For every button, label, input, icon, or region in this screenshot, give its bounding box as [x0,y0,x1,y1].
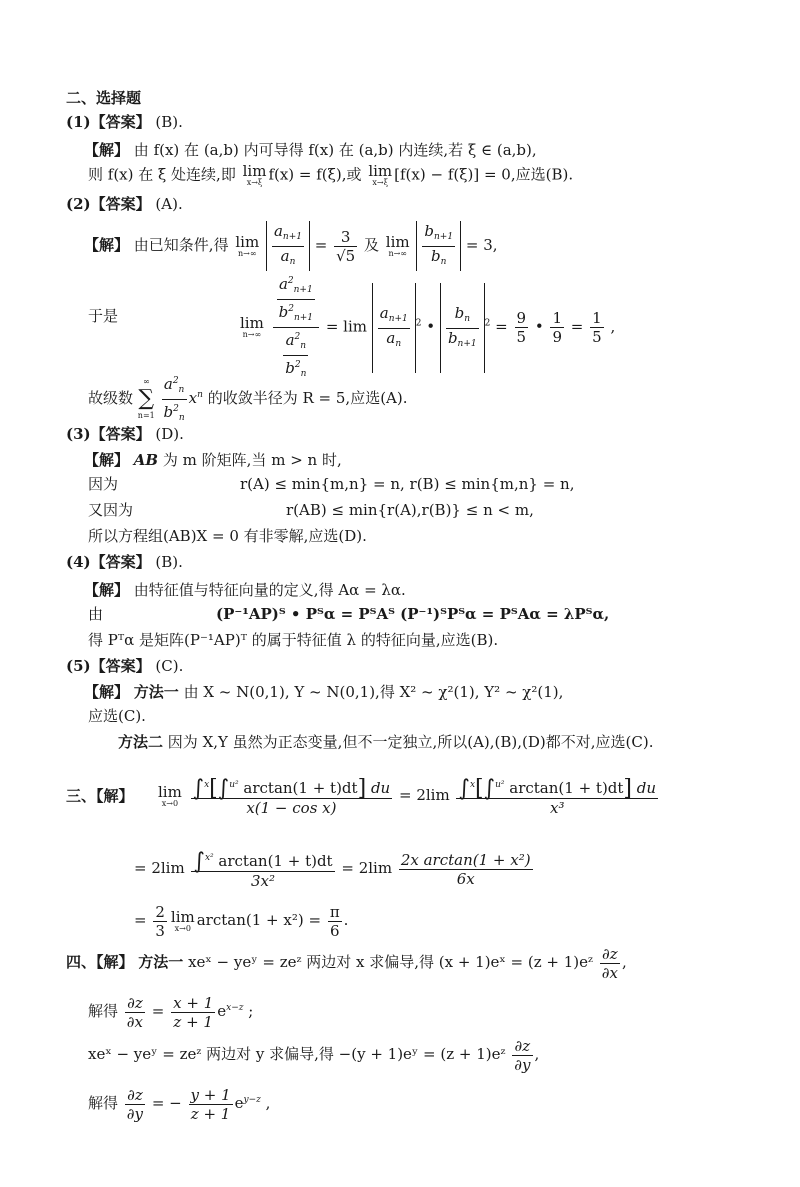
dot: • [534,317,544,336]
q2-text3a: 故级数 [88,389,134,407]
q2-answer-line [66,194,183,214]
den [277,299,315,327]
frac-1-9 [550,309,564,346]
frac-pi-6 [328,903,342,940]
sub: n [178,384,185,395]
q4-answer: (B). [155,553,183,571]
num [378,304,410,328]
a: a [278,275,288,293]
sub: n [440,257,447,268]
frac [422,222,455,271]
num [277,272,315,299]
a: a [386,329,396,347]
num: y + 1 [190,1085,231,1104]
q2-abs-b [440,283,485,373]
eq-neg: = − [151,1094,182,1112]
den: 6x [399,869,533,888]
integrand: arctan(1 + t)dt [243,778,358,797]
den: 6 [328,921,342,940]
q2-solution-line1: 【解】 由已知条件,得 lim n→∞ $\frac{a_{n+1}}{a_n}$ = $\frac{3}{√5}$ 及 lim n→∞ $\frac{b_{n+1}}{b_n}$ = 3, [84,220,498,270]
sigma-icon: ∑ [138,386,155,411]
frac-9-5 [515,309,529,346]
q3-line2-math: r(A) ≤ min{m,n} = n, r(B) ≤ min{m,n} = n, [240,475,575,493]
den: 5 [592,328,602,346]
sec3-frac4 [399,851,533,888]
eq: = [495,317,508,336]
q5-answer: (C). [155,657,184,675]
q5-method2: 方法二 [118,733,164,751]
den [446,328,479,353]
b: b [447,329,458,347]
eq-2lim: = 2lim [134,859,185,877]
q5-text3: 因为 X,Y 虽然为正态变量,但不一定独立,所以(A),(B),(D)都不对,应选(C). [167,733,654,751]
num: 2 [155,902,165,921]
num: π [329,902,340,921]
q2-eq-lim: = lim [325,317,367,336]
q5-answer-line [66,656,183,676]
num [272,222,304,246]
num [446,304,479,328]
q4-answer-line [66,552,183,572]
sup: u² [495,779,505,790]
comma: , [265,1094,271,1112]
exp: y−z [243,1095,261,1105]
q3-line3-label: 又因为 [88,501,134,519]
sum-operator [138,376,155,422]
frac [378,304,410,353]
num: 9 [516,309,527,327]
num: 1 [552,309,563,327]
q2-lim-c [240,316,264,339]
sup: 2 [287,276,294,286]
q2-abs-ratio-a [266,221,310,272]
sec4-text3: xeˣ − yeʸ = zeᶻ 两边对 y 求偏导,得 −(y + 1)eʸ = (z + 1)eᶻ [88,1045,506,1063]
du: du [370,778,391,797]
q4-line1 [84,580,406,600]
q5-line3 [118,732,653,752]
q2-eq3: = 3, [465,236,498,254]
b: b [278,303,289,321]
num: x + 1 [173,993,214,1012]
a: a [273,222,283,241]
a: a [163,374,173,393]
sup: x [204,779,210,790]
den: ∂x [126,1012,144,1031]
sec4-line4: 解得 $\frac{\partial z}{\partial y}$ = − $\frac{y + 1}{z + 1}$ $e^{y-z}$ , [88,1085,271,1123]
q2-ji: 及 [364,236,380,254]
sum-bottom: n=1 [137,411,155,420]
q2-lim-a [235,232,260,258]
q2-abs-ratio-b [416,221,461,272]
bracket-icon: [ [475,775,484,801]
q3-line1 [84,450,342,470]
sq-exp: 2 [415,318,422,329]
eq: = [570,317,584,336]
eq: = [151,1002,165,1020]
sup: x² [204,852,214,863]
a: a [285,331,295,349]
period: . [343,911,349,929]
lim-sub: n→∞ [388,248,407,258]
num: ∂z [127,1085,143,1104]
num: ∂z [602,944,618,963]
den: ∂y [126,1104,144,1123]
sec3-frac3 [191,849,334,890]
b: b [431,247,441,266]
den: 9 [552,328,563,346]
num: 1 [592,309,602,327]
lim-word: lim [170,907,195,926]
q3-line4: 所以方程组(AB)X = 0 有非零解,应选(D). [88,527,367,545]
q1-lim1 [243,164,267,187]
den [272,246,304,271]
sup: u² [229,779,239,790]
sec3-line1 [156,756,660,834]
q4-jie: 【解】 [84,581,130,599]
den [378,328,410,353]
num [191,848,334,874]
lim-sub: x→ξ [372,178,389,187]
den: x(1 − cos x) [191,798,393,817]
sub: n+1 [282,232,302,243]
q5-method1: 方法一 [133,683,179,701]
q1-solution-line1 [84,140,537,160]
jiede: 解得 [88,1094,119,1112]
sub: n+1 [293,313,314,323]
bracket-icon: ] [357,775,367,801]
q5-line2: 应选(C). [88,707,146,725]
den: z + 1 [171,1012,215,1031]
den: √5 [336,246,356,265]
q4-line2-math: (P⁻¹AP)ᵀ • Pᵀα = PᵀAᵀ (P⁻¹)ᵀPᵀα = PᵀAα = λPᵀα, [216,605,610,623]
num [273,272,319,327]
lim-word: lim [158,782,182,801]
q1-text1: 由 f(x) 在 (a,b) 内可导得 f(x) 在 (a,b) 内连续,若 ξ ∈ (a,b), [133,141,537,159]
eq-2lim: = 2lim [341,859,393,877]
num: ∂z [514,1036,531,1055]
sub: n+1 [434,232,454,243]
frac [272,222,304,271]
integral-icon: ∫ [193,848,205,874]
lim-word: lim [368,162,393,180]
q1-answer-line [66,112,183,132]
du: du [636,778,657,797]
jiede: 解得 [88,1002,119,1020]
exp: x−z [226,1003,244,1013]
integrand: arctan(1 + t)dt [509,778,624,797]
section-title-choice: 二、选择题 [66,89,142,107]
sub: n [289,257,296,268]
semicolon: ; [248,1002,254,1020]
frac [277,272,315,327]
den: 5 [516,328,527,346]
q2-text3b: 的收敛半径为 R = 5,应选(A). [207,389,408,407]
q3-answer: (D). [155,425,184,443]
q3-label: (3)【答案】 [66,425,151,443]
den: z + 1 [189,1104,233,1123]
b: b [163,402,174,421]
xn: $x^n$ [188,389,203,407]
q2-solution-line3 [88,370,408,423]
num [283,328,308,355]
lim-sub: x→ξ [246,178,263,187]
sq-exp: 2 [484,318,491,329]
sub: n+1 [293,285,313,295]
q1-text2b: f(x) = f(ξ),或 [268,165,362,184]
integral-icon: ∫ [217,775,230,801]
q5-jie: 【解】 [84,683,130,701]
frac-dz-dy [125,1086,145,1123]
a: a [379,304,389,322]
integral-icon: ∫ [192,775,205,801]
frac [446,304,479,353]
sup: 2 [172,375,179,386]
comma: , [610,317,616,336]
sec3-frac1 [191,776,393,817]
lim-word: lim [235,232,260,251]
sub: n [300,369,307,379]
sub: n [178,412,185,423]
sec3-frac2 [456,776,658,817]
sub: n+1 [388,314,408,324]
lim-sub: x→0 [161,798,179,808]
q3-jie: 【解】 [84,451,130,469]
sub: n [464,314,470,324]
num [422,222,455,246]
integrand: arctan(1 + t)dt [218,851,333,870]
lim-x0 [170,907,195,933]
den: 3x² [191,871,334,890]
frac-dz-dx [125,994,145,1031]
sup: n [197,390,203,400]
q1-jie: 【解】 [84,141,130,159]
lim-word: lim [240,314,264,332]
sup: x [469,779,476,790]
num: 3 [340,227,351,246]
sec4-line1 [66,942,627,982]
q5-label: (5)【答案】 [66,657,151,675]
lim-word: lim [242,162,267,180]
q4-line3: 得 Pᵀα 是矩阵(P⁻¹AP)ᵀ 的属于特征值 λ 的特征向量,应选(B). [88,631,499,649]
sum-top: ∞ [142,377,150,386]
lim-sub: x→0 [174,923,191,933]
frac-dz-dy [512,1037,532,1074]
frac-dz-dx [600,945,620,982]
num: ∂z [127,993,143,1012]
integral-icon: ∫ [458,775,470,801]
sup: 2 [294,332,301,342]
num [162,372,187,399]
q2-text1a: 由已知条件,得 [133,236,229,254]
q3-ab: AB [133,451,159,469]
sub: n+1 [457,339,477,349]
den [422,246,455,271]
den [162,399,187,427]
q2-big-frac [273,272,319,383]
q2-frac-3-sqrt5 [334,228,357,265]
sup: 2 [173,403,179,414]
q4-line2-label: 由 [88,605,104,623]
b: b [454,304,465,322]
frac-y1-z1 [189,1086,233,1123]
comma: , [621,953,627,971]
frac-2-3 [153,903,167,940]
integral-icon: ∫ [483,775,496,801]
q2-abs-a [372,283,416,373]
q2-jie: 【解】 [84,236,130,254]
bracket-icon: [ [209,775,218,801]
q4-label: (4)【答案】 [66,553,151,571]
q1-text2c: [f(x) − f(ξ)] = 0,应选(B). [394,165,574,184]
sec4-line2: 解得 $\frac{\partial z}{\partial x}$ = $\frac{x + 1}{z + 1}$ $e^{x-z}$ ; [88,993,254,1031]
num: 2x arctan(1 + x²) [400,850,531,869]
comma: , [534,1045,540,1063]
lim-x0 [158,782,182,808]
sec3-line3: = $\frac{2}{3}$ lim x→0 arctan(1 + x²) = $\frac{\pi}{6}$ . [134,902,349,940]
lim-word: lim [385,232,410,251]
sec3-arctan: arctan(1 + x²) = [196,911,322,929]
q3-line2-label: 因为 [88,475,119,493]
dot: • [426,317,436,336]
q5-text1: 由 X ~ N(0,1), Y ~ N(0,1),得 X² ~ χ²(1), Y² ~ χ²(1), [183,683,564,701]
a: a [280,247,290,266]
q3-line3-math: r(AB) ≤ min{r(A),r(B)} ≤ n < m, [286,501,534,519]
frac-1-5 [590,309,604,346]
q2-label: (2)【答案】 [66,195,151,213]
num [456,775,658,801]
b: b [285,359,295,377]
q2-derivation [238,272,616,379]
q4-text1: 由特征值与特征向量的定义,得 Aα = λα. [133,581,406,599]
lim-sub: n→∞ [242,330,262,339]
sec4-text1: xeˣ − yeʸ = zeᶻ 两边对 x 求偏导,得 (x + 1)eˣ = (z + 1)eᶻ [188,953,593,971]
den: x³ [456,798,658,817]
sup: 2 [288,304,294,314]
b: b [424,222,435,241]
q2-answer: (A). [155,195,183,213]
q1-label: (1)【答案】 [66,113,151,131]
lim-sub: n→∞ [238,248,257,258]
frac-a2-b2 [162,372,187,427]
q1-text2a: 则 f(x) 在 ξ 处连续,即 [88,165,236,184]
q1-solution-line2 [88,164,573,187]
q2-lim-b [385,232,410,258]
bracket-icon: ] [623,775,633,801]
sec4-line3 [88,1034,539,1074]
sec3-label: 三、【解】 [66,787,134,805]
den: 3 [155,921,165,940]
q2-yushi: 于是 [88,307,119,325]
sec3-line2 [134,838,535,898]
eq-2lim: = 2lim [398,786,450,804]
q5-line1 [84,682,563,702]
den: ∂y [514,1055,531,1074]
num [191,775,393,801]
sup: 2 [294,360,301,370]
sub: n [395,339,402,349]
frac-x1-z1 [171,994,215,1031]
q1-answer: (B). [155,113,183,131]
sub: n [300,341,307,351]
sec4-label: 四、【解】 [66,953,134,971]
q3-text1: 为 m 阶矩阵,当 m > n 时, [162,451,342,469]
den: ∂x [601,963,618,982]
sec4-method1: 方法一 [138,953,184,971]
q1-lim2 [368,164,392,187]
q3-answer-line [66,424,184,444]
